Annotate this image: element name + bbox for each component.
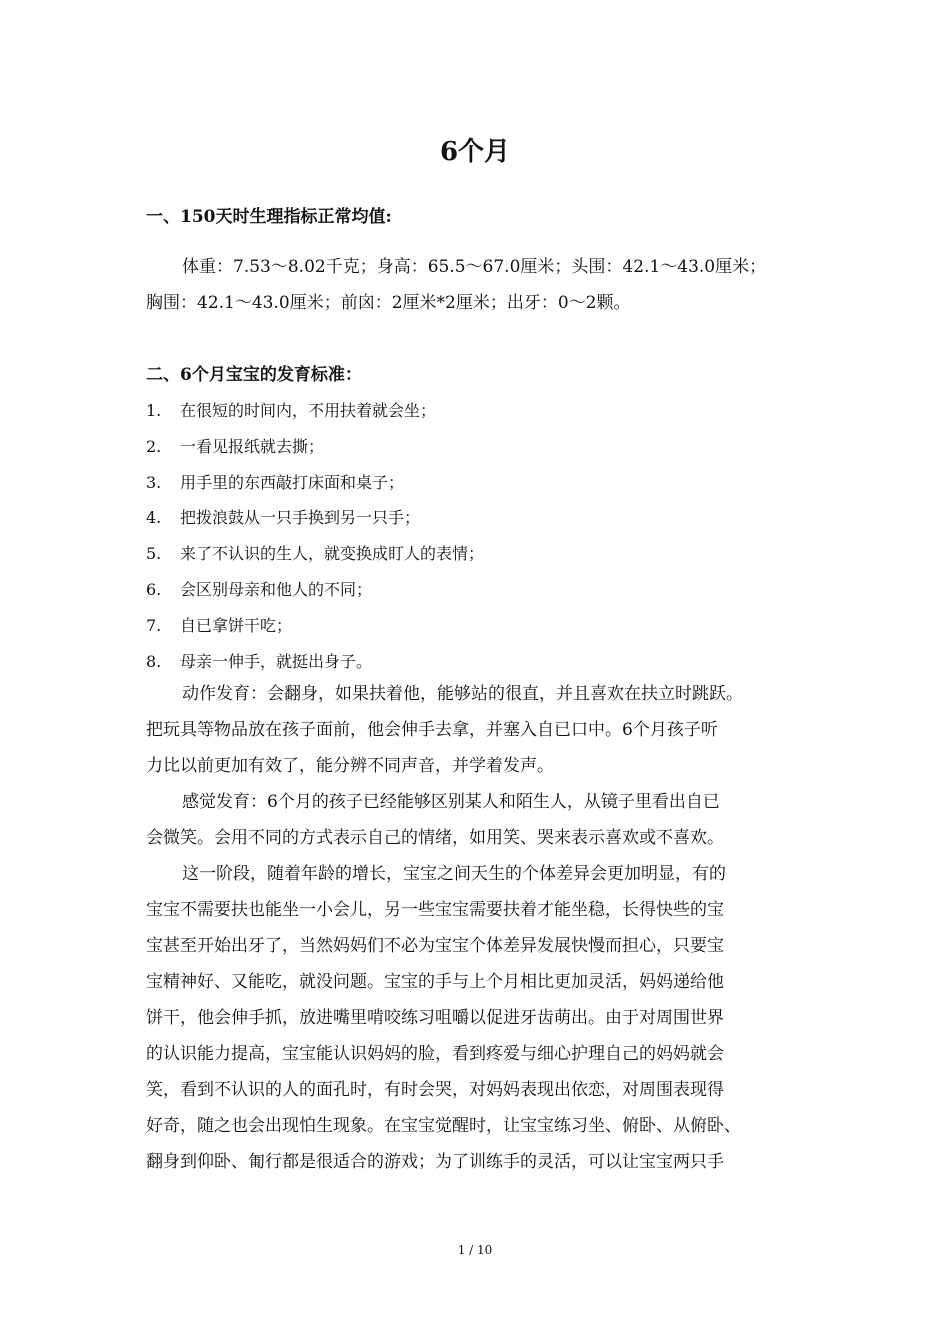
page-number: 1 / 10 [457, 1243, 493, 1257]
list-item [146, 500, 484, 536]
list-item-text: 母亲一伸手，就挺出身子。 [180, 651, 373, 671]
list-item-number: 2. [146, 436, 162, 456]
list-item-number: 5. [146, 544, 162, 564]
list-item [146, 465, 484, 501]
vitals-line: 体重：7.53～8.02千克；身高：65.5～67.0厘米；头围：42.1～43.0厘米； [182, 257, 767, 277]
paragraph-line: 宝精神好、又能吃，就没问题。宝宝的手与上个月相比更加灵活，妈妈递给他 [146, 972, 724, 992]
stage-paragraph [146, 856, 826, 1180]
section-heading-development: 二、6个月宝宝的发育标准： [146, 365, 362, 385]
paragraph-line: 宝甚至开始出牙了，当然妈妈们不必为宝宝个体差异发展快慢而担心，只要宝 [146, 936, 724, 956]
paragraph-line: 这一阶段，随着年龄的增长，宝宝之间天生的个体差异会更加明显，有的 [182, 864, 726, 884]
list-item [146, 536, 484, 572]
paragraph-line: 把玩具等物品放在孩子面前，他会伸手去拿，并塞入自已口中。6个月孩子听 [146, 720, 718, 740]
list-item-number: 4. [146, 508, 162, 528]
list-item-number: 3. [146, 472, 162, 492]
paragraph-line: 饼干，他会伸手抓，放进嘴里啃咬练习咀嚼以促进牙齿萌出。由于对周围世界 [146, 1008, 724, 1028]
list-item [146, 429, 484, 465]
section-heading-vitals: 一、150天时生理指标正常均值: [146, 207, 392, 227]
list-item-text: 把拨浪鼓从一只手换到另一只手； [180, 508, 421, 528]
paragraph-line: 笑，看到不认识的人的面孔时，有时会哭，对妈妈表现出依恋，对周围表现得 [146, 1080, 724, 1100]
list-item-text: 在很短的时间内，不用扶着就会坐； [180, 401, 437, 420]
paragraph-line: 的认识能力提高，宝宝能认识妈妈的脸，看到疼爱与细心护理自己的妈妈就会 [146, 1044, 724, 1064]
list-item-text: 自已拿饼干吃； [180, 615, 293, 635]
list-item-number: 8. [146, 651, 162, 671]
paragraph-line: 感觉发育：6个月的孩子已经能够区别某人和陌生人，从镜子里看出自已 [182, 792, 720, 812]
paragraph-line: 好奇，随之也会出现怕生现象。在宝宝觉醒时，让宝宝练习坐、俯卧、从俯卧、 [146, 1116, 741, 1136]
paragraph-line: 会微笑。会用不同的方式表示自己的情绪，如用笑、哭来表示喜欢或不喜欢。 [146, 828, 724, 848]
list-item [146, 393, 484, 429]
page-title: 6个月 [439, 137, 511, 167]
development-list [146, 393, 484, 679]
paragraph-line: 力比以前更加有效了，能分辨不同声音，并学着发声。 [146, 756, 554, 776]
list-item-number: 1. [146, 401, 162, 420]
list-item [146, 644, 484, 680]
list-item-number: 6. [146, 579, 162, 599]
list-item-number: 7. [146, 615, 162, 635]
list-item [146, 608, 484, 644]
list-item-text: 会区别母亲和他人的不同； [180, 579, 373, 599]
list-item-text: 一看见报纸就去撕； [180, 436, 325, 456]
list-item [146, 572, 484, 608]
list-item-text: 用手里的东西敲打床面和桌子； [180, 472, 405, 492]
vitals-paragraph [146, 249, 826, 321]
sensory-development-paragraph [146, 784, 826, 856]
paragraph-line: 翻身到仰卧、匍行都是很适合的游戏；为了训练手的灵活，可以让宝宝两只手 [146, 1152, 724, 1172]
list-item-text: 来了不认识的生人，就变换成盯人的表情； [180, 544, 485, 564]
vitals-line: 胸围：42.1～43.0厘米；前囟：2厘米*2厘米；出牙：0～2颗。 [146, 293, 631, 313]
motor-development-paragraph [146, 676, 826, 784]
paragraph-line: 动作发育：会翻身，如果扶着他，能够站的很直，并且喜欢在扶立时跳跃。 [182, 684, 743, 704]
paragraph-line: 宝宝不需要扶也能坐一小会儿，另一些宝宝需要扶着才能坐稳，长得快些的宝 [146, 900, 724, 920]
